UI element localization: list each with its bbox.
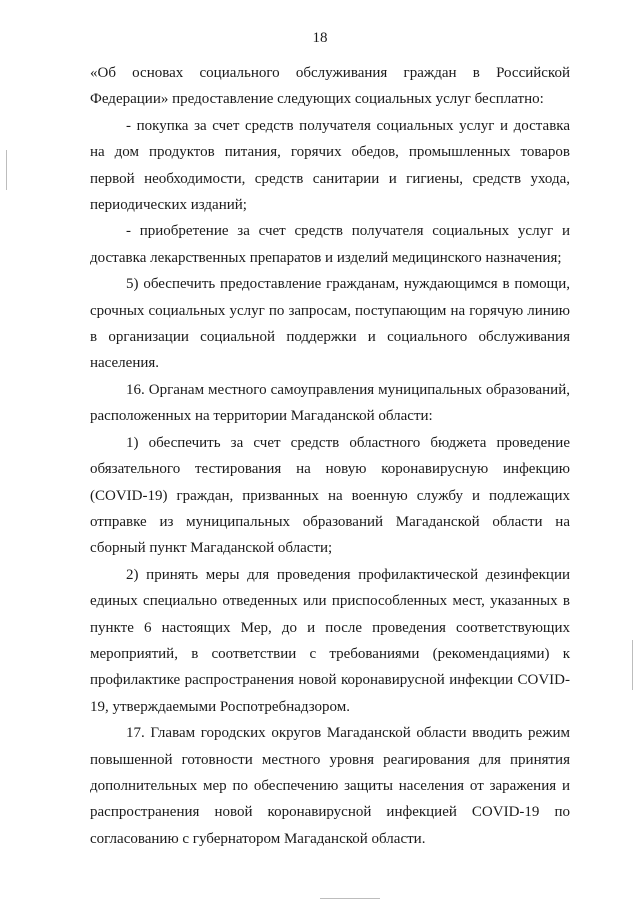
body-text xyxy=(90,60,570,852)
list-item: - покупка за счет средств получателя социальных услуг и доставка на дом продуктов питания, горячих обедов, промышленных товаров первой необходимости, средств санитарии и гигиены, средств ухода, периодических изданий; xyxy=(90,117,570,214)
list-item: - приобретение за счет средств получателя социальных услуг и доставка лекарственных препаратов и изделий медицинского назначения; xyxy=(90,223,570,266)
paragraph: «Об основах социального обслуживания граждан в Российской Федерации» предоставление следующих социальных услуг бесплатно: xyxy=(90,65,570,108)
scan-mark-right xyxy=(632,640,633,690)
section-heading: 16. Органам местного самоуправления муниципальных образований, расположенных на территории Магаданской области: xyxy=(90,381,570,425)
paragraph: 5) обеспечить предоставление гражданам, нуждающимся в помощи, срочных социальных услуг по запросам, поступающим на горячую линию в организации социальной поддержки и социального обслуживания населения. xyxy=(90,276,570,372)
paragraph: 1) обеспечить за счет средств областного бюджета проведение обязательного тестирования на новую коронавирусную инфекцию (COVID-19) граждан, призванных на военную службу и подлежащих отправке из муниципальных образований Магаданской области на сборный пункт Магаданской области; xyxy=(90,434,570,557)
paragraph: 17. Главам городских округов Магаданской области вводить режим повышенной готовности местного уровня реагирования для принятия дополнительных мер по обеспечению защиты населения от заражения и распространения новой коронавирусной инфекцией COVID-19 по согласованию с губернатором Магаданской области. xyxy=(90,725,570,847)
paragraph: 2) принять меры для проведения профилактической дезинфекции единых специально отведенных или приспособленных мест, указанных в пункте 6 настоящих Мер, до и после проведения соответствующих мероприятий, в соответствии с требованиями (рекомендациями) к профилактике распространения новой коронавирусной инфекции COVID-19, утверждаемыми Роспотребнадзором. xyxy=(90,566,570,715)
page-number: 18 xyxy=(312,30,328,46)
scan-mark-left xyxy=(6,150,7,190)
scan-mark-bottom xyxy=(320,898,380,899)
